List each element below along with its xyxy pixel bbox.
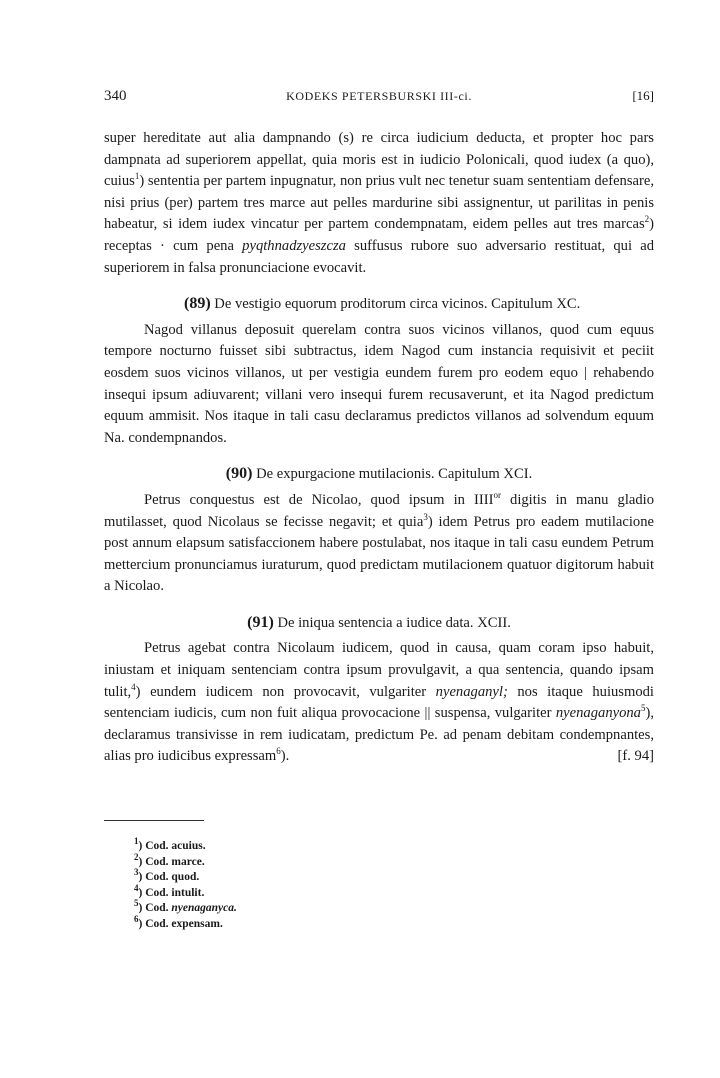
footnote-divider xyxy=(104,820,204,821)
footnote-ref: 2 xyxy=(644,214,650,225)
paragraph-90: Petrus conquestus est de Nicolao, quod ipsum in $IIII^{or}$ digitis in manu gladio mutilasset, quod Nicolaus se fecisse negavit; et quia$^3$) idem Petrus pro eadem mutilacione post annum elapsum satisfaccionem habere postulabat, nos itaque in tali casu eundem Petrum mettercium pronunciamus iuraturum, quod predictam mutilacionem quatuor digitorum habuit a Nicolao. xyxy=(104,490,655,595)
signature-mark: [16] xyxy=(632,88,654,103)
footnote: $^2$) Cod. marce. xyxy=(134,851,205,868)
chapter-number: (89) xyxy=(184,295,211,313)
footnote-ref: 3 xyxy=(423,511,428,522)
running-header xyxy=(104,88,654,110)
vernacular-term: pyqthnadzyeszcza xyxy=(242,237,346,254)
paragraph-continued: super hereditate aut alia dampnando (s) re circa iudicium deducta, et propter hoc pars dampnata ad superiorem appellat, quia moris est in iudicio Polonicali, quod iudex (a quo), cuius$^1$) sententia per partem inpugnatur, non prius vult nec tenetur suam sententiam defensare, nisi prius (per) partem tres marce aut pelles mardurine sibi assignentur, ut parilitas in penis habeatur, si idem iudex vincatur per partem condempnatam, eidem pelles aut tres marcas$^2$) receptas · cum pena pyqthnadzyeszcza suffusus rubore suo adversario restituat, qui ad superiorem in falsa pronunciacione evocavit. xyxy=(104,130,654,276)
footnote-ref: 4 xyxy=(131,681,136,692)
footnote-ref: 1 xyxy=(134,171,140,182)
chapter-number: (91) xyxy=(247,613,274,631)
vernacular-term: nyenaganyl; xyxy=(435,683,508,700)
chapter-heading-89: (89) De vestigio equorum proditorum circa vicinos. Capitulum XC. xyxy=(184,295,581,313)
footnote: $^6$) Cod. expensam. xyxy=(134,914,223,930)
footnote: $^4$) Cod. intulit. xyxy=(134,882,205,899)
footnote: $^3$) Cod. quod. xyxy=(134,867,200,884)
main-text xyxy=(104,128,654,768)
footnote-ref: 5 xyxy=(640,703,646,714)
vernacular-term: nyenaganyona xyxy=(555,705,641,722)
paragraph-91: Petrus agebat contra Nicolaum iudicem, quod in causa, quam coram ipso habuit, iniustam et iniquam sentenciam contra ipsum provulgavit, a qua sentencia, quando ipsam tulit,$^4$) eundem iudicem non provocavit, vulgariter nyenaganyl; nos itaque huiusmodi sentenciam iudicis, cum non fuit aliqua provocacione || suspensa, vulgariter nyenaganyona$^5$), declaramus transivisse in rem iudicatam, predictum Pe. ad penam debitam condempnantes, alias pro iudicibus expressam$^6$). [f. 94] xyxy=(104,638,654,768)
footnote: $^1$) Cod. acuius. xyxy=(134,836,206,853)
paragraph-89: Nagod villanus deposuit querelam contra suos vicinos villanos, quod cum equus tempore nocturno fuisset sibi subtractus, idem Nagod cum instancia requisivit et peciit eosdem suos vicinos villanos, ut per vestigia eundem furem pro eodem equo | rehabendo insequi ipsum adiuvarent; villani vero insequi furem recusaverunt, et ita Nagod predictum equum ammisit. Nos itaque in tali casu declaramus predictos villanos ad solvendum equum Na. condempnandos. xyxy=(104,321,654,446)
page-number: 340 xyxy=(104,88,127,104)
book-page xyxy=(104,88,654,933)
footnotes xyxy=(134,836,654,933)
footnote-ref: 6 xyxy=(276,746,281,757)
chapter-heading-90: (90) De expurgacione mutilacionis. Capitulum XCI. xyxy=(225,465,533,483)
chapter-heading-91: (91) De iniqua sentencia a iudice data. XCII. xyxy=(247,613,511,631)
running-title: KODEKS PETERSBURSKI III-ci. xyxy=(286,89,472,103)
folio-marker: [f. 94] xyxy=(617,748,654,765)
footnote: $^5$) Cod. nyenaganyca. xyxy=(134,898,237,915)
chapter-number: (90) xyxy=(225,465,253,483)
